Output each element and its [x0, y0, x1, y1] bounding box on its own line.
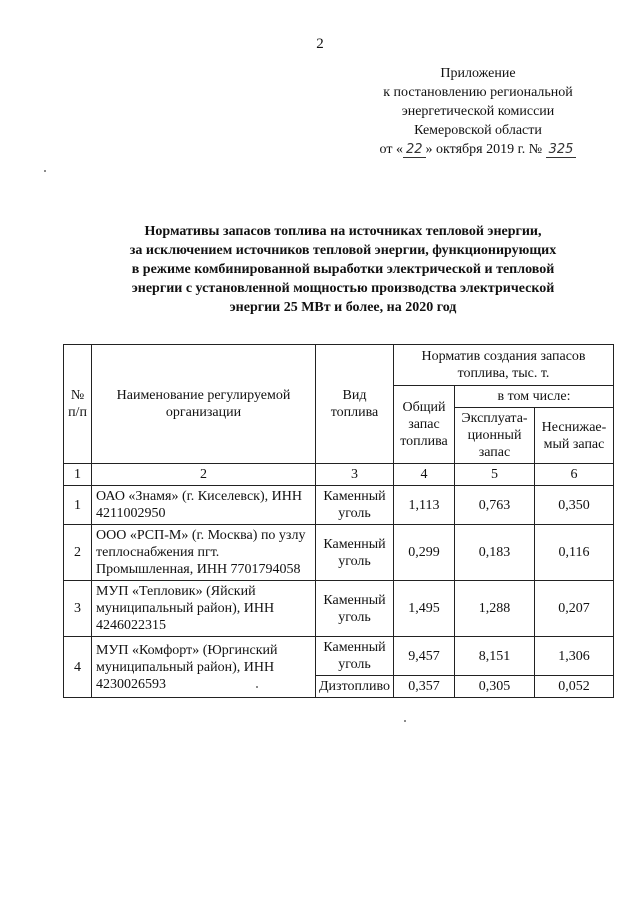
row-irreducible: 0,116: [535, 525, 614, 581]
scan-speck: [44, 170, 46, 172]
col-number: 2: [92, 464, 316, 486]
title-line: в режиме комбинированной выработки электрической и тепловой: [131, 262, 555, 277]
appendix-block: [368, 64, 588, 159]
title-line: за исключением источников тепловой энергии, функционирующих: [129, 243, 557, 258]
appendix-date-line: [368, 140, 588, 159]
appendix-line: Кемеровской области: [414, 123, 542, 138]
row-org: ОАО «Знамя» (г. Киселевск), ИНН 4211002950: [92, 486, 316, 525]
row-no: 1: [64, 486, 92, 525]
header-org: Наименование регулируемой организации: [92, 345, 316, 464]
table-row: [64, 637, 614, 676]
col-number: 1: [64, 464, 92, 486]
col-number: 6: [535, 464, 614, 486]
col-number: 3: [316, 464, 394, 486]
title-line: энергии 25 МВт и более, на 2020 год: [229, 300, 457, 315]
row-fuel: Каменный уголь: [316, 581, 394, 637]
row-no: 2: [64, 525, 92, 581]
col-number: 5: [455, 464, 535, 486]
row-operational: 0,183: [455, 525, 535, 581]
norms-table: [63, 344, 614, 698]
row-org: МУП «Тепловик» (Яйский муниципальный район), ИНН 4246022315: [92, 581, 316, 637]
row-fuel: Дизтопливо: [316, 676, 394, 698]
appendix-line: энергетической комиссии: [401, 104, 555, 119]
row-total: 9,457: [394, 637, 455, 676]
table-row: [64, 486, 614, 525]
row-fuel: Каменный уголь: [316, 525, 394, 581]
document-title: [108, 222, 578, 317]
row-operational: 8,151: [455, 637, 535, 676]
row-no: 3: [64, 581, 92, 637]
handwritten-day: 22: [403, 143, 426, 158]
row-operational: 0,305: [455, 676, 535, 698]
row-org: МУП «Комфорт» (Юргинский муниципальный район), ИНН 4230026593: [92, 637, 316, 698]
appendix-line: к постановлению региональной: [383, 85, 573, 100]
page-number: 2: [316, 36, 324, 52]
row-total: 1,495: [394, 581, 455, 637]
title-line: энергии с установленной мощностью производства электрической: [131, 281, 555, 296]
row-irreducible: 1,306: [535, 637, 614, 676]
row-operational: 1,288: [455, 581, 535, 637]
table-row: [64, 525, 614, 581]
row-fuel: Каменный уголь: [316, 637, 394, 676]
header-norm: Норматив создания запасов топлива, тыс. т.: [394, 345, 614, 386]
scan-speck: [256, 686, 258, 688]
appendix-line: Приложение: [440, 66, 516, 81]
header-no: № п/п: [64, 345, 92, 464]
scan-speck: [404, 720, 406, 722]
row-total: 1,113: [394, 486, 455, 525]
row-no: 4: [64, 637, 92, 698]
row-total: 0,357: [394, 676, 455, 698]
row-org: ООО «РСП-М» (г. Москва) по узлу теплоснабжения пгт. Промышленная, ИНН 7701794058: [92, 525, 316, 581]
date-middle: » октября 2019 г. №: [425, 142, 543, 157]
row-irreducible: 0,350: [535, 486, 614, 525]
handwritten-order-number: 325: [546, 143, 577, 158]
row-total: 0,299: [394, 525, 455, 581]
header-total: Общий запас топлива: [394, 386, 455, 464]
col-number: 4: [394, 464, 455, 486]
row-fuel: Каменный уголь: [316, 486, 394, 525]
header-including: в том числе:: [455, 386, 614, 408]
header-operational: Эксплуата-ционный запас: [455, 408, 535, 464]
row-operational: 0,763: [455, 486, 535, 525]
title-line: Нормативы запасов топлива на источниках тепловой энергии,: [144, 224, 542, 239]
header-fuel: Вид топлива: [316, 345, 394, 464]
row-irreducible: 0,052: [535, 676, 614, 698]
row-irreducible: 0,207: [535, 581, 614, 637]
date-prefix: от «: [379, 142, 403, 157]
table-row: [64, 581, 614, 637]
header-irreducible: Неснижае-мый запас: [535, 408, 614, 464]
